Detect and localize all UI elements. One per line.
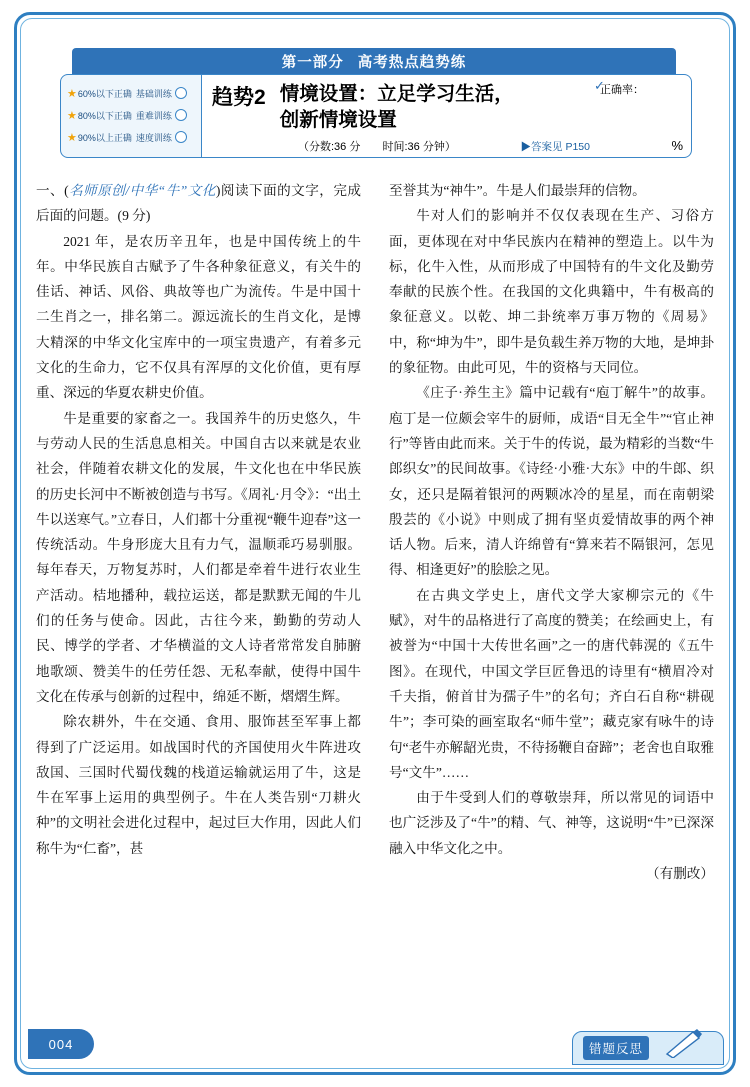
meta-time: 时间:36 分钟） bbox=[382, 141, 456, 153]
difficulty-level: 基础训练 bbox=[135, 88, 172, 99]
difficulty-percent: 60%以下正确 bbox=[77, 88, 132, 99]
part-title-bar bbox=[72, 48, 676, 74]
accuracy-box bbox=[596, 74, 692, 158]
reflection-tab[interactable] bbox=[572, 1031, 724, 1065]
article-body bbox=[36, 178, 714, 998]
difficulty-percent: 90%以上正确 bbox=[77, 132, 132, 143]
paragraph: 牛是重要的家畜之一。我国养牛的历史悠久，牛与劳动人民的生活息息相关。中国自古以来就是农业社会，伴随着农耕文化的发展，牛文化也在中华民族的历史长河中不断被创造与书写。《周礼·月令》：“出土牛以送寒气。”立春日，人们都十分重视“鞭牛迎春”这一传统活动。牛身形庞大且有力气，温顺乖巧易驯服。每年春天，万物复苏时，人们都是牵着牛进行农业生产活动。桔地播种，载拉运送，都是默默无闻的牛儿们的任务与使命。因此，古往今来，勤勤的劳动人民、博学的学者、才华横溢的文人诗者常常发自肺腑地歌颂、赞美牛的任劳任怨、无私奉献，使得中国牛文化在传承与创新的过程中，绵延不断，熠熠生辉。 bbox=[36, 410, 361, 704]
paragraph: 除农耕外，牛在交通、食用、服饰甚至军事上都得到了广泛运用。如战国时代的齐国使用火牛阵进攻敌国、三国时代蜀伐魏的栈道运输就运用了牛，这是牛在军事上运用的典型例子。牛在人类告别“刀耕火种”的文明社会进化过程中，起过巨大作用，因此人们称牛为“仁畜”，甚 bbox=[36, 714, 361, 856]
trend-title-box bbox=[202, 74, 596, 158]
reflection-label: 错题反思 bbox=[583, 1036, 649, 1060]
difficulty-row[interactable] bbox=[67, 82, 197, 104]
right-column bbox=[389, 178, 714, 998]
star-icon: ★ bbox=[67, 131, 77, 144]
left-column bbox=[36, 178, 361, 998]
paragraph: 牛对人们的影响并不仅仅表现在生产、习俗方面，更体现在对中华民族内在精神的塑造上。以牛为标，化牛入性，从而形成了中国特有的牛文化及勤劳奉献的民族个性。在我国的文化典籍中，牛有极高的象征意义。以乾、坤二卦统率万事万物的《周易》中，称“坤为牛”，即牛是负载生养万物的大地，是坤卦的象征物。由此可见，牛的资格与天同位。 bbox=[389, 208, 714, 376]
question-prompt: 一、(名师原创/中华“牛”文化)阅读下面的文字，完成后面的问题。(9 分) bbox=[36, 183, 361, 224]
paragraph: 《庄子·养生主》篇中记载有“庖丁解牛”的故事。庖丁是一位颇会宰牛的厨师，成语“目无全牛”“官止神行”等皆由此而来。关于牛的传说，最为精彩的当数“牛郎织女”的民间故事。《诗经·小雅·大东》中的牛郎、织女，还只是隔着银河的两颗冰冷的星星，而在南朝梁殷芸的《小说》中则成了拥有坚贞爱情故事的两个神话人物。后来，清人许绵曾有“算来若不隔银河，怎见得、相逢更好”的脍脍之见。 bbox=[389, 385, 714, 578]
accuracy-percent-symbol: % bbox=[671, 138, 683, 153]
accuracy-label: 正确率： bbox=[600, 84, 644, 96]
difficulty-checkbox[interactable] bbox=[175, 87, 187, 99]
difficulty-level: 重难训练 bbox=[135, 110, 172, 121]
paragraph: 2021 年，是农历辛丑年，也是中国传统上的牛年。中华民族自古赋予了牛各种象征意义，有关牛的佳话、神话、风俗、典故等也广为流传。牛是中国十二生肖之一，排名第二。源远流长的生肖文化，是博大精深的中华文化宝库中的一项宝贵遗产，有着多元文化的生命力，它不仅具有浑厚的文化价值，更有厚重、深远的华夏农耕史价值。 bbox=[36, 233, 361, 401]
trend-title bbox=[280, 81, 514, 133]
difficulty-checkbox[interactable] bbox=[175, 131, 187, 143]
source-attribution: （有删改） bbox=[646, 866, 714, 882]
trend-title-line1: 情境设置：立足学习生活， bbox=[279, 83, 514, 105]
paragraph: 在古典文学史上，唐代文学大家柳宗元的《牛赋》，对牛的品格进行了高度的赞美；在绘画史上，有被誉为“中国十大传世名画”之一的唐代韩滉的《五牛图》。在现代，中国文学巨匠鲁迅的诗里有“横眉冷对千夫指，俯首甘为孺子牛”的名句；齐白石自称“耕砚牛”；李可染的画室取名“师牛堂”；藏克家有咏牛的诗句“老牛亦解龆光贵，不待扬鞭自奋蹄”；老舍也自取雅号“文牛”…… bbox=[389, 587, 714, 780]
difficulty-legend bbox=[60, 74, 202, 158]
difficulty-row[interactable] bbox=[67, 126, 197, 148]
header-body bbox=[60, 74, 692, 158]
check-icon: ✓ bbox=[594, 78, 605, 93]
exercise-meta bbox=[298, 138, 456, 154]
star-icon: ★ bbox=[67, 109, 77, 122]
trend-title-line2: 创新情境设置 bbox=[279, 109, 397, 131]
answer-reference[interactable]: ▶答案见 P150 bbox=[520, 141, 590, 153]
source-note: 名师原创/中华“牛”文化 bbox=[68, 183, 216, 198]
paragraph: 由于牛受到人们的尊敬崇拜，所以常见的词语中也广泛涉及了“牛”的精、气、神等，这说明“牛”已深深融入中华文化之中。 bbox=[389, 790, 714, 856]
trend-number: 趋势2 bbox=[212, 86, 266, 109]
meta-score: （分数:36 分 bbox=[298, 141, 361, 153]
difficulty-row[interactable] bbox=[67, 104, 197, 126]
page-number: 004 bbox=[28, 1029, 94, 1059]
part-title-left: 第一部分 bbox=[281, 54, 344, 71]
star-icon: ★ bbox=[67, 87, 77, 100]
paragraph: 至誉其为“神牛”。牛是人们最崇拜的信物。 bbox=[389, 183, 646, 198]
part-title-right: 高考热点趋势练 bbox=[357, 54, 467, 71]
difficulty-percent: 80%以下正确 bbox=[77, 110, 132, 121]
difficulty-level: 速度训练 bbox=[135, 132, 172, 143]
difficulty-checkbox[interactable] bbox=[175, 109, 187, 121]
